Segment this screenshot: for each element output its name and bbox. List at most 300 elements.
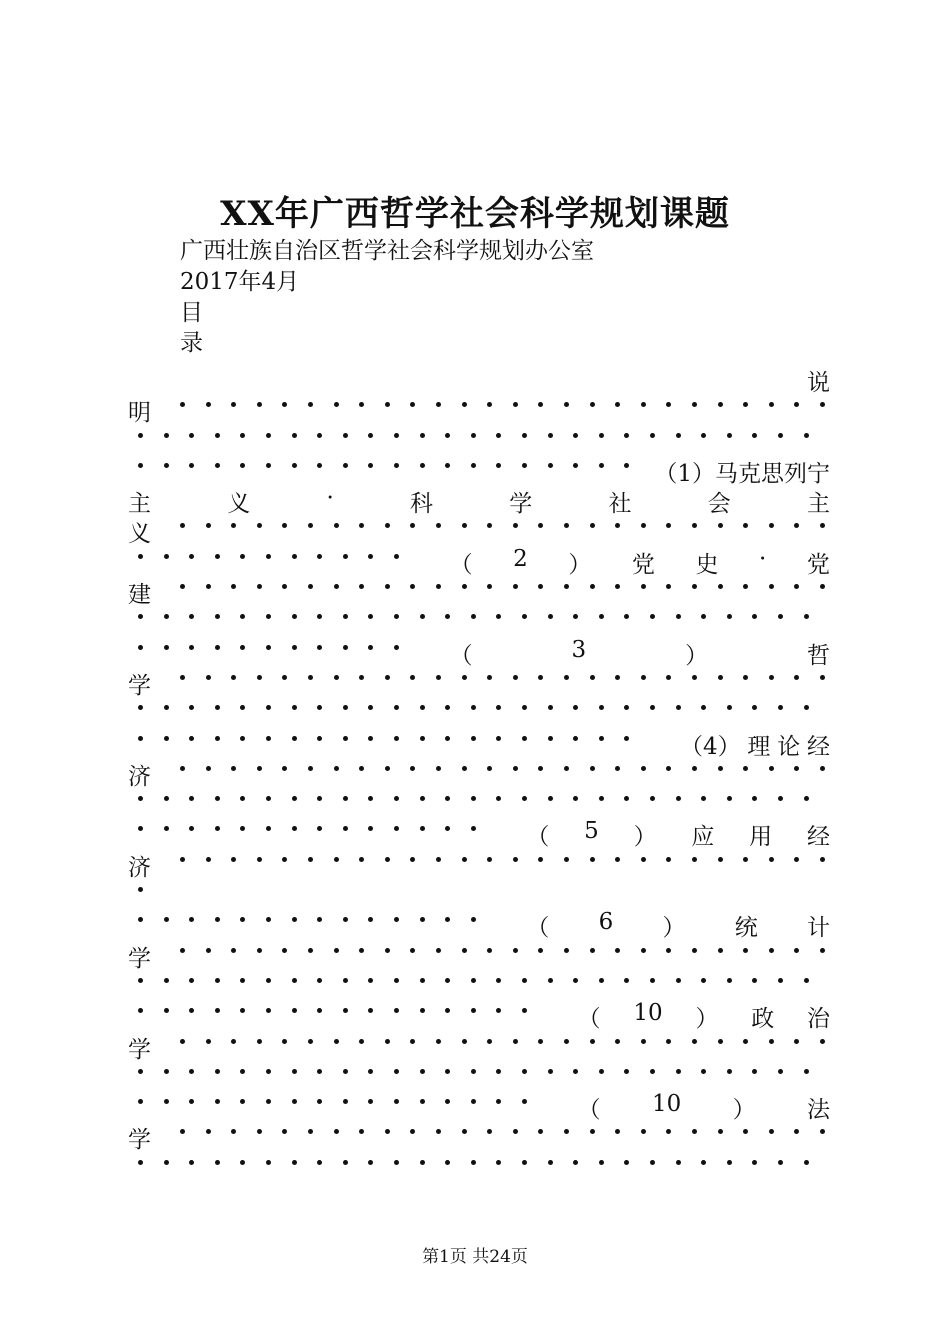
leader-dots xyxy=(128,948,832,958)
leader-dot xyxy=(599,978,604,983)
leader-dot xyxy=(385,1039,390,1044)
toc-line xyxy=(128,663,832,699)
leader-dot xyxy=(590,766,595,771)
leader-dot xyxy=(394,1069,399,1074)
leader-dot xyxy=(778,1069,783,1074)
leader-dots xyxy=(128,978,832,988)
leader-dot xyxy=(420,705,425,710)
leader-dot xyxy=(308,523,313,528)
leader-dot xyxy=(317,1069,322,1074)
leader-dot xyxy=(257,675,262,680)
leader-dot xyxy=(343,826,348,831)
leader-dot xyxy=(164,736,169,741)
leader-dot xyxy=(590,584,595,589)
leader-dot xyxy=(317,1008,322,1013)
leader-dot xyxy=(292,736,297,741)
leader-dot xyxy=(538,948,543,953)
leader-dot xyxy=(820,523,825,528)
leader-dot xyxy=(189,433,194,438)
leader-dot xyxy=(718,675,723,680)
leader-dot xyxy=(180,584,185,589)
leader-dot xyxy=(215,917,220,922)
leader-dot xyxy=(436,1039,441,1044)
entry-title-part: 治 xyxy=(807,1006,830,1033)
entry-title-char: 建 xyxy=(128,582,151,609)
leader-dot xyxy=(240,1008,245,1013)
leader-dot xyxy=(180,1129,185,1134)
leader-dot xyxy=(548,1069,553,1074)
leader-dot xyxy=(343,1099,348,1104)
leader-dot xyxy=(615,948,620,953)
leader-dot xyxy=(164,614,169,619)
leader-dot xyxy=(701,614,706,619)
leader-dot xyxy=(769,857,774,862)
leader-dot xyxy=(641,766,646,771)
leader-dot xyxy=(410,857,415,862)
leader-dot xyxy=(385,1129,390,1134)
toc-line xyxy=(128,572,832,609)
leader-dot xyxy=(743,675,748,680)
leader-dot xyxy=(420,1008,425,1013)
leader-dot xyxy=(334,766,339,771)
leader-dot xyxy=(317,826,322,831)
leader-dot xyxy=(266,736,271,741)
entry-title-part: ） xyxy=(568,551,592,578)
leader-dot xyxy=(496,1160,501,1165)
leader-dots xyxy=(128,766,832,776)
leader-dot xyxy=(701,978,706,983)
entry-title-part: 主 xyxy=(806,491,830,518)
leader-dot xyxy=(445,433,450,438)
leader-dot xyxy=(266,1099,271,1104)
leader-dot xyxy=(257,1039,262,1044)
leader-dot xyxy=(420,1160,425,1165)
leader-dot xyxy=(206,857,211,862)
leader-dot xyxy=(624,1069,629,1074)
leader-dot xyxy=(240,554,245,559)
leader-dot xyxy=(266,705,271,710)
leader-dot xyxy=(138,463,143,468)
leader-dot xyxy=(778,705,783,710)
leader-dot xyxy=(820,857,825,862)
toc-line xyxy=(128,1148,832,1178)
leader-dot xyxy=(615,584,620,589)
leader-dot xyxy=(292,645,297,650)
leader-dot xyxy=(496,463,501,468)
leader-dot xyxy=(650,614,655,619)
leader-dot xyxy=(180,948,185,953)
leader-dot xyxy=(138,1008,143,1013)
entry-title-part: （ xyxy=(449,551,473,578)
entry-title-part: 3 xyxy=(571,636,587,663)
leader-dot xyxy=(590,523,595,528)
leader-dot xyxy=(334,857,339,862)
leader-dot xyxy=(743,766,748,771)
leader-dot xyxy=(215,554,220,559)
leader-dot xyxy=(743,857,748,862)
leader-dot xyxy=(573,463,578,468)
leader-dot xyxy=(624,1160,629,1165)
leader-dot xyxy=(343,1160,348,1165)
leader-dot xyxy=(666,523,671,528)
leader-dot xyxy=(727,796,732,801)
leader-dot xyxy=(615,1039,620,1044)
leader-dot xyxy=(727,978,732,983)
leader-dot xyxy=(343,978,348,983)
leader-dot xyxy=(292,1069,297,1074)
leader-dot xyxy=(692,675,697,680)
leader-dot xyxy=(752,433,757,438)
leader-dot xyxy=(282,402,287,407)
leader-dot xyxy=(769,523,774,528)
entry-title-part: 经 xyxy=(806,733,830,760)
leader-dot xyxy=(420,463,425,468)
leader-dot xyxy=(368,463,373,468)
leader-dot xyxy=(820,402,825,407)
leader-dots xyxy=(128,402,832,412)
leader-dot xyxy=(180,675,185,680)
leader-dot xyxy=(487,675,492,680)
leader-dot xyxy=(445,614,450,619)
leader-dot xyxy=(189,554,194,559)
leader-dot xyxy=(676,705,681,710)
leader-dot xyxy=(599,463,604,468)
leader-dot xyxy=(590,948,595,953)
leader-dot xyxy=(231,675,236,680)
leader-dot xyxy=(240,796,245,801)
leader-dot xyxy=(641,1129,646,1134)
entry-title-part: 会 xyxy=(707,491,731,518)
leader-dot xyxy=(138,826,143,831)
leader-dot xyxy=(462,1129,467,1134)
leader-dot xyxy=(292,978,297,983)
leader-dot xyxy=(189,1008,194,1013)
leader-dot xyxy=(189,1069,194,1074)
leader-dot xyxy=(215,463,220,468)
leader-dots xyxy=(128,1129,832,1139)
leader-dot xyxy=(487,1039,492,1044)
leader-dot xyxy=(718,857,723,862)
leader-dot xyxy=(445,736,450,741)
leader-dot xyxy=(804,1069,809,1074)
leader-dot xyxy=(257,766,262,771)
leader-dot xyxy=(538,402,543,407)
leader-dot xyxy=(462,584,467,589)
leader-dot xyxy=(548,796,553,801)
leader-dot xyxy=(359,584,364,589)
leader-dot xyxy=(564,402,569,407)
entry-title-char: 学 xyxy=(128,1127,151,1154)
leader-dot xyxy=(564,584,569,589)
leader-dot xyxy=(769,766,774,771)
entry-title-part: 科 xyxy=(410,491,434,518)
leader-dot xyxy=(436,584,441,589)
leader-dot xyxy=(513,523,518,528)
leader-dot xyxy=(308,1129,313,1134)
leader-dot xyxy=(266,614,271,619)
leader-dot xyxy=(436,402,441,407)
leader-dot xyxy=(471,917,476,922)
leader-dot xyxy=(394,826,399,831)
leader-dot xyxy=(701,433,706,438)
leader-dot xyxy=(410,1129,415,1134)
leader-dot xyxy=(231,1039,236,1044)
entry-title-part: （ xyxy=(449,642,473,669)
leader-dot xyxy=(666,1039,671,1044)
entry-title-part: 10 xyxy=(651,1091,682,1118)
leader-dot xyxy=(615,766,620,771)
entry-title-part: ） xyxy=(695,1006,719,1033)
entry-title: （1）马克思列宁 xyxy=(654,460,830,487)
leader-dot xyxy=(308,584,313,589)
leader-dot xyxy=(180,766,185,771)
leader-dot xyxy=(282,857,287,862)
leader-dot xyxy=(548,1160,553,1165)
leader-dot xyxy=(487,1129,492,1134)
leader-dot xyxy=(343,1008,348,1013)
leader-dot xyxy=(257,1129,262,1134)
leader-dot xyxy=(727,1160,732,1165)
leader-dot xyxy=(641,584,646,589)
leader-dot xyxy=(445,826,450,831)
leader-dot xyxy=(410,948,415,953)
leader-dot xyxy=(676,1160,681,1165)
leader-dot xyxy=(666,584,671,589)
entry-title-part: 论 xyxy=(777,733,801,760)
leader-dot xyxy=(692,584,697,589)
leader-dot xyxy=(496,1069,501,1074)
leader-dot xyxy=(189,917,194,922)
leader-dot xyxy=(231,948,236,953)
leader-dot xyxy=(138,645,143,650)
leader-dot xyxy=(590,1039,595,1044)
leader-dot xyxy=(231,584,236,589)
entry-title-part: （4） xyxy=(680,733,741,760)
leader-dot xyxy=(624,796,629,801)
leader-dot xyxy=(189,1099,194,1104)
leader-dot xyxy=(359,1129,364,1134)
leader-dot xyxy=(564,1039,569,1044)
leader-dot xyxy=(692,766,697,771)
leader-dot xyxy=(445,1069,450,1074)
leader-dot xyxy=(420,796,425,801)
leader-dot xyxy=(641,675,646,680)
leader-dot xyxy=(138,978,143,983)
entry-title-part: （ xyxy=(526,915,550,942)
leader-dot xyxy=(266,433,271,438)
leader-dot xyxy=(164,705,169,710)
leader-dot xyxy=(573,796,578,801)
leader-dot xyxy=(599,796,604,801)
leader-dot xyxy=(266,796,271,801)
leader-dot xyxy=(804,796,809,801)
leader-dot xyxy=(359,948,364,953)
leader-dot xyxy=(420,917,425,922)
leader-dot xyxy=(189,1160,194,1165)
leader-dot xyxy=(752,978,757,983)
leader-dot xyxy=(164,1008,169,1013)
leader-dot xyxy=(164,463,169,468)
leader-dot xyxy=(292,1099,297,1104)
leader-dot xyxy=(368,1069,373,1074)
leader-dot xyxy=(462,1039,467,1044)
leader-dot xyxy=(215,978,220,983)
leader-dot xyxy=(487,948,492,953)
leader-dot xyxy=(420,1069,425,1074)
leader-dot xyxy=(317,796,322,801)
leader-dot xyxy=(292,1160,297,1165)
leader-dot xyxy=(343,645,348,650)
leader-dot xyxy=(820,948,825,953)
entry-title-part: 党 xyxy=(631,551,655,578)
leader-dot xyxy=(231,402,236,407)
leader-dot xyxy=(334,675,339,680)
leader-dot xyxy=(368,614,373,619)
leader-dot xyxy=(641,523,646,528)
leader-dot xyxy=(462,523,467,528)
leader-dot xyxy=(513,948,518,953)
leader-dot xyxy=(343,433,348,438)
leader-dot xyxy=(701,705,706,710)
leader-dot xyxy=(215,736,220,741)
leader-dot xyxy=(394,1160,399,1165)
leader-dot xyxy=(420,433,425,438)
leader-dot xyxy=(231,766,236,771)
leader-dot xyxy=(343,796,348,801)
leader-dot xyxy=(385,766,390,771)
leader-dot xyxy=(240,826,245,831)
leader-dot xyxy=(266,1069,271,1074)
leader-dot xyxy=(359,857,364,862)
toc-line xyxy=(128,905,832,942)
leader-dot xyxy=(385,523,390,528)
leader-dot xyxy=(692,402,697,407)
leader-dot xyxy=(317,645,322,650)
leader-dot xyxy=(820,1039,825,1044)
leader-dot xyxy=(564,1129,569,1134)
leader-dot xyxy=(394,978,399,983)
entry-title-part: 应 xyxy=(691,824,715,851)
leader-dot xyxy=(487,857,492,862)
leader-dot xyxy=(650,1160,655,1165)
leader-dot xyxy=(317,917,322,922)
leader-dot xyxy=(471,1008,476,1013)
leader-dot xyxy=(718,766,723,771)
leader-dot xyxy=(445,463,450,468)
leader-dot xyxy=(564,675,569,680)
date-line: 2017年4月 xyxy=(180,269,300,295)
leader-dot xyxy=(641,402,646,407)
leader-dot xyxy=(794,523,799,528)
leader-dot xyxy=(496,796,501,801)
entry-title-char: 义 xyxy=(128,521,151,548)
leader-dot xyxy=(138,614,143,619)
leader-dot xyxy=(487,584,492,589)
leader-dot xyxy=(445,1160,450,1165)
leader-dot xyxy=(743,584,748,589)
leader-dot xyxy=(266,1160,271,1165)
leader-dot xyxy=(368,433,373,438)
leader-dot xyxy=(718,402,723,407)
entry-title-part: 义 xyxy=(227,491,251,518)
leader-dot xyxy=(650,1069,655,1074)
entry-title-char: 济 xyxy=(128,854,151,881)
leader-dot xyxy=(778,614,783,619)
entry-title-part: 史 xyxy=(695,551,719,578)
toc-line xyxy=(128,421,832,451)
leader-dot xyxy=(410,584,415,589)
leader-dot xyxy=(522,705,527,710)
leader-dot xyxy=(496,978,501,983)
leader-dot xyxy=(718,1039,723,1044)
leader-dot xyxy=(462,766,467,771)
entry-title-part: ） xyxy=(662,915,686,942)
leader-dot xyxy=(599,614,604,619)
leader-dot xyxy=(317,1160,322,1165)
leader-dot xyxy=(189,463,194,468)
leader-dot xyxy=(266,1008,271,1013)
leader-dot xyxy=(189,796,194,801)
leader-dot xyxy=(385,857,390,862)
leader-dot xyxy=(573,978,578,983)
leader-dot xyxy=(522,1069,527,1074)
leader-dot xyxy=(462,402,467,407)
leader-dot xyxy=(368,1160,373,1165)
leader-dot xyxy=(317,614,322,619)
leader-dot xyxy=(410,1039,415,1044)
leader-dot xyxy=(240,433,245,438)
leader-dot xyxy=(513,857,518,862)
leader-dot xyxy=(266,554,271,559)
leader-dot xyxy=(513,1039,518,1044)
leader-dot xyxy=(138,736,143,741)
leader-dot xyxy=(385,402,390,407)
leader-dot xyxy=(538,675,543,680)
leader-dot xyxy=(513,584,518,589)
leader-dot xyxy=(445,796,450,801)
leader-dot xyxy=(385,675,390,680)
leader-dot xyxy=(282,675,287,680)
leader-dot xyxy=(359,675,364,680)
leader-dot xyxy=(769,675,774,680)
entry-title-part: 5 xyxy=(584,818,599,845)
leader-dot xyxy=(189,614,194,619)
leader-dot xyxy=(718,584,723,589)
leader-dot xyxy=(343,554,348,559)
leader-dot xyxy=(189,826,194,831)
leader-dot xyxy=(334,584,339,589)
leader-dot xyxy=(240,705,245,710)
leader-dot xyxy=(471,1099,476,1104)
leader-dot xyxy=(769,1039,774,1044)
leader-dot xyxy=(308,948,313,953)
leader-dot xyxy=(445,978,450,983)
leader-dot xyxy=(282,584,287,589)
leader-dot xyxy=(590,675,595,680)
leader-dot xyxy=(743,523,748,528)
leader-dot xyxy=(215,705,220,710)
leader-dot xyxy=(164,1099,169,1104)
leader-dot xyxy=(420,1099,425,1104)
leader-dot xyxy=(394,917,399,922)
leader-dot xyxy=(752,1160,757,1165)
leader-dot xyxy=(820,1129,825,1134)
leader-dot xyxy=(292,917,297,922)
leader-dot xyxy=(471,463,476,468)
leader-dot xyxy=(676,1069,681,1074)
leader-dot xyxy=(615,402,620,407)
leader-dot xyxy=(292,463,297,468)
